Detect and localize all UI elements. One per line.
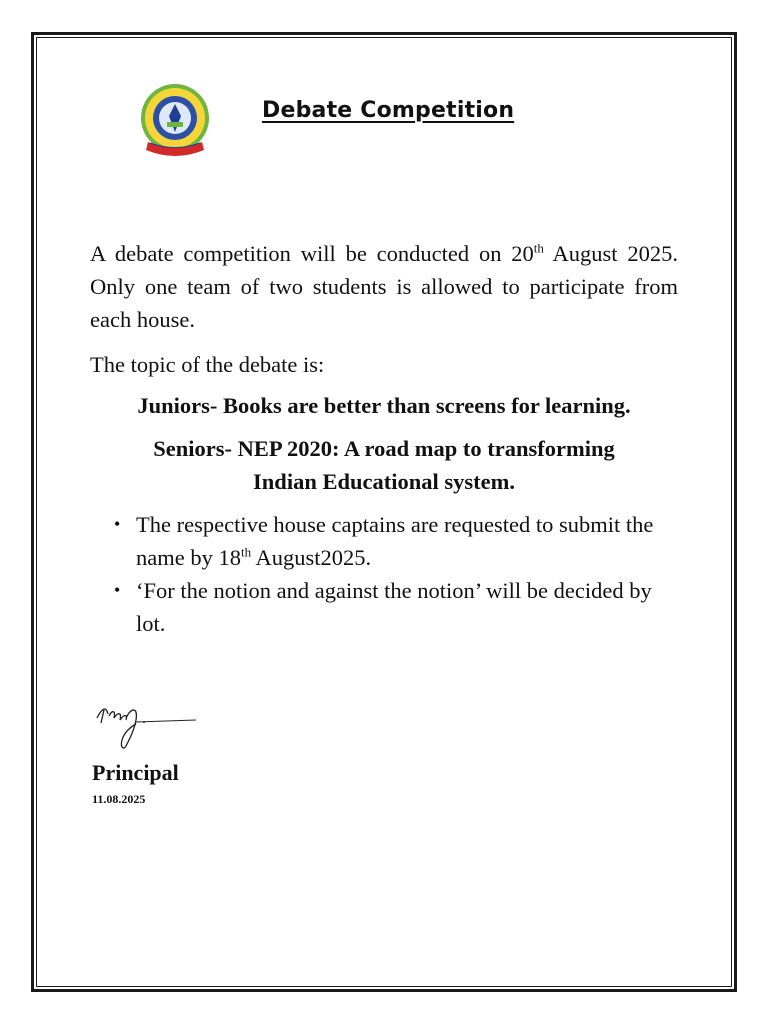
intro-superscript: th xyxy=(533,240,544,256)
notice-title: Debate Competition xyxy=(262,98,515,123)
seniors-topic xyxy=(90,432,678,498)
seniors-topic-line1: Seniors- NEP 2020: A road map to transforming xyxy=(153,436,615,461)
topic-lead: The topic of the debate is: xyxy=(90,352,325,377)
principal-signature xyxy=(92,696,202,751)
intro-text-b: August 2025. Only one team of two students is allowed to participate from each house. xyxy=(90,241,678,332)
intro-paragraph xyxy=(90,237,678,336)
bullet-text-b: August2025. xyxy=(251,545,372,570)
juniors-topic: Juniors- Books are better than screens for learning. xyxy=(137,393,631,418)
notice-body xyxy=(90,237,678,640)
signatory-title: Principal xyxy=(92,760,179,785)
bullet-text: ‘For the notion and against the notion’ will be decided by lot. xyxy=(136,578,652,636)
bullet-text-a: The respective house captains are requested to submit the name by 18 xyxy=(136,512,654,570)
list-item xyxy=(114,508,678,574)
list-item xyxy=(114,574,678,640)
seniors-topic-line2: Indian Educational system. xyxy=(253,469,515,494)
bullet-icon: • xyxy=(114,514,121,534)
bullet-superscript: th xyxy=(240,544,252,560)
intro-text-a: A debate competition will be conducted on 20 xyxy=(90,241,534,266)
bullet-icon: • xyxy=(114,580,121,600)
instruction-list xyxy=(90,508,678,640)
school-logo-icon xyxy=(134,80,216,162)
notice-date: 11.08.2025 xyxy=(92,792,146,806)
